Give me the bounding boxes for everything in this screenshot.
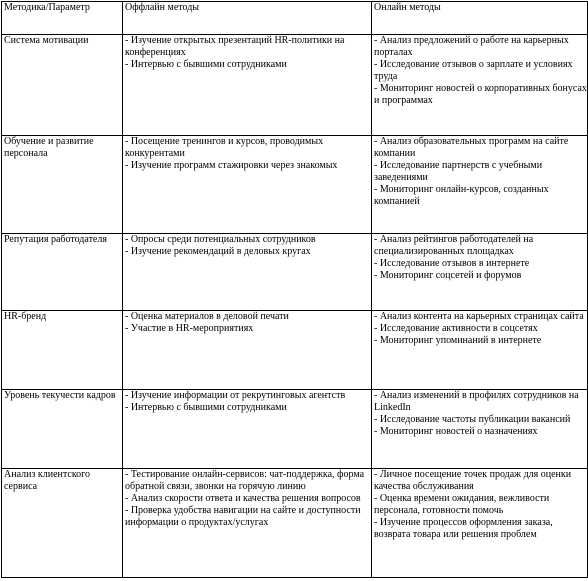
list-item: - Мониторинг соцсетей и форумов bbox=[374, 270, 522, 281]
list-item: - Личное посещение точек продаж для оценки качества обслуживания bbox=[374, 469, 574, 492]
online-cell bbox=[372, 136, 588, 234]
offline-cell bbox=[123, 390, 372, 469]
list-item: - Анализ изменений в профилях сотрудников на LinkedIn bbox=[374, 390, 582, 413]
list-item: - Анализ образовательных программ на сайте компании bbox=[374, 136, 571, 159]
online-cell bbox=[372, 390, 588, 469]
param-cell: Обучение и развитие персонала bbox=[2, 136, 123, 234]
list-item: - Изучение рекомендаций в деловых кругах bbox=[125, 246, 311, 257]
param-cell: HR-бренд bbox=[2, 311, 123, 390]
list-item: - Исследование отзывов в интернете bbox=[374, 258, 530, 269]
list-item: - Оценка времени ожидания, вежливости персонала, готовности помочь bbox=[374, 493, 552, 516]
list-item: - Изучение открытых презентаций HR-политики на конференциях bbox=[125, 35, 347, 58]
list-item: - Мониторинг онлайн-курсов, созданных компанией bbox=[374, 184, 552, 207]
list-item: - Исследование частоты публикации вакансий bbox=[374, 414, 571, 425]
online-cell bbox=[372, 35, 588, 136]
list-item: - Мониторинг новостей о корпоративных бонусах и программах bbox=[374, 83, 587, 106]
list-item: - Оценка материалов в деловой печати bbox=[125, 311, 289, 322]
list-item: - Изучение процессов оформления заказа, возврата товара или решения проблем bbox=[374, 517, 556, 540]
list-item: - Интервью с бывшими сотрудниками bbox=[125, 59, 287, 70]
offline-cell bbox=[123, 35, 372, 136]
header-cell-online: Онлайн методы bbox=[372, 2, 588, 35]
param-cell: Система мотивации bbox=[2, 35, 123, 136]
table-row bbox=[2, 311, 588, 390]
header-cell-offline: Оффлайн методы bbox=[123, 2, 372, 35]
list-item: - Исследование активности в соцсетях bbox=[374, 323, 538, 334]
offline-cell bbox=[123, 311, 372, 390]
list-item: - Опросы среди потенциальных сотрудников bbox=[125, 234, 316, 245]
offline-cell bbox=[123, 136, 372, 234]
table-row bbox=[2, 390, 588, 469]
list-item: - Изучение информации от рекрутинговых агентств bbox=[125, 390, 346, 401]
methods-table bbox=[1, 1, 588, 578]
param-cell: Анализ клиентского сервиса bbox=[2, 469, 123, 578]
online-cell bbox=[372, 469, 588, 578]
list-item: - Исследование партнерств с учебными заведениями bbox=[374, 160, 545, 183]
table-row bbox=[2, 234, 588, 311]
list-item: - Мониторинг новостей о назначениях bbox=[374, 426, 538, 437]
list-item: - Анализ предложений о работе на карьерных порталах bbox=[374, 35, 572, 58]
list-item: - Тестирование онлайн-сервисов: чат-поддержка, форма обратной связи, звонки на горячую линию bbox=[125, 469, 367, 492]
offline-cell bbox=[123, 234, 372, 311]
header-cell-parameter: Методика/Параметр bbox=[2, 2, 123, 35]
list-item: - Анализ рейтингов работодателей на специализированных площадках bbox=[374, 234, 536, 257]
list-item: - Анализ скорости ответа и качества решения вопросов bbox=[125, 493, 361, 504]
online-cell bbox=[372, 311, 588, 390]
offline-cell bbox=[123, 469, 372, 578]
list-item: - Исследование отзывов о зарплате и условиях труда bbox=[374, 59, 576, 82]
param-cell: Уровень текучести кадров bbox=[2, 390, 123, 469]
table-row bbox=[2, 35, 588, 136]
list-item: - Мониторинг упоминаний в интернете bbox=[374, 335, 542, 346]
table-row bbox=[2, 469, 588, 578]
param-cell: Репутация работодателя bbox=[2, 234, 123, 311]
online-cell bbox=[372, 234, 588, 311]
list-item: - Интервью с бывшими сотрудниками bbox=[125, 402, 287, 413]
header-row bbox=[2, 2, 588, 35]
list-item: - Участие в HR-мероприятиях bbox=[125, 323, 254, 334]
list-item: - Изучение программ стажировки через знакомых bbox=[125, 160, 338, 171]
list-item: - Анализ контента на карьерных страницах сайта bbox=[374, 311, 584, 322]
list-item: - Проверка удобства навигации на сайте и доступности информации о продуктах/услугах bbox=[125, 505, 364, 528]
list-item: - Посещение тренингов и курсов, проводимых конкурентами bbox=[125, 136, 326, 159]
table-row bbox=[2, 136, 588, 234]
